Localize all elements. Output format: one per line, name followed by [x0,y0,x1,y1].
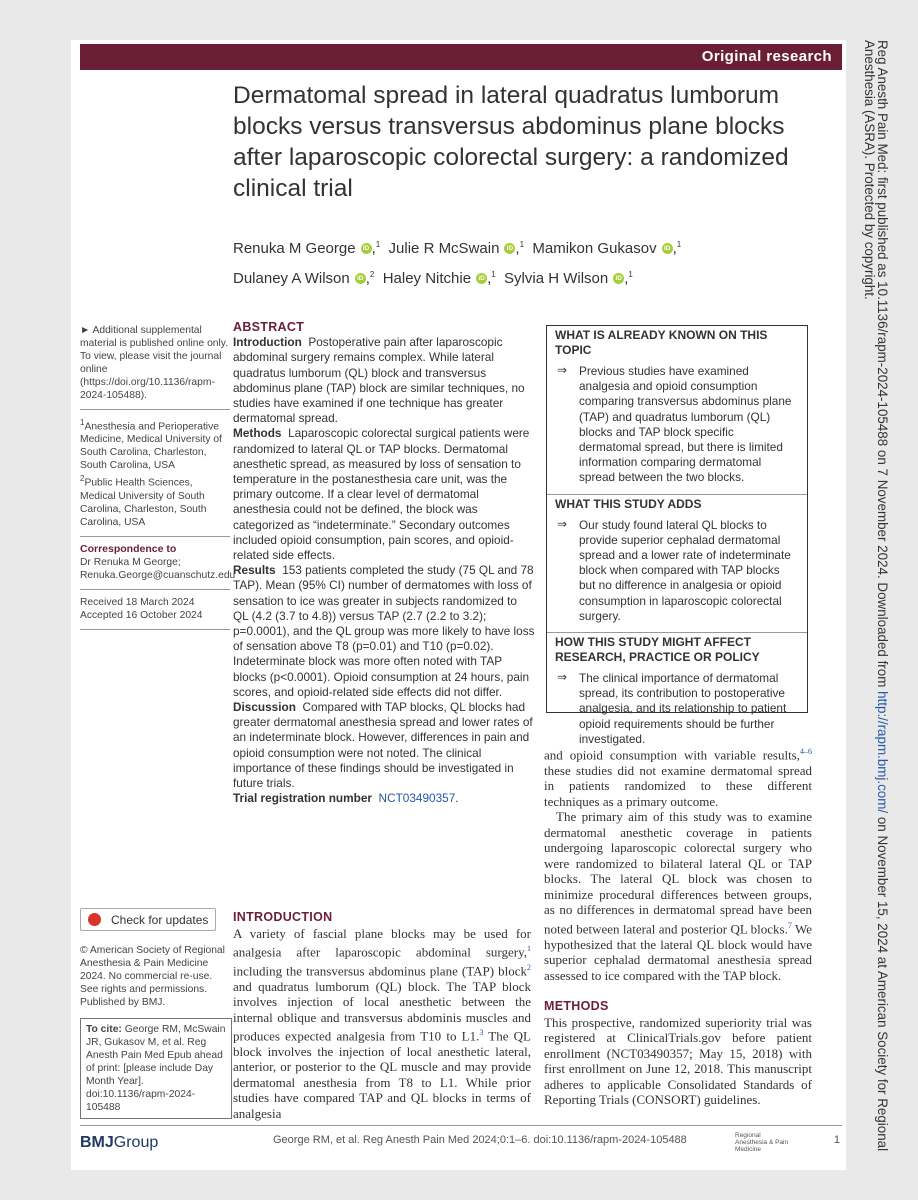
introduction-section [233,910,531,1121]
supplemental-note: ► Additional supplemental material is published online only. To view, please visit the journal online (https://doi.org/10.1136/rapm-2024-105488). [80,325,229,401]
box-heading: WHAT THIS STUDY ADDS [555,496,702,511]
orcid-icon[interactable]: iD [504,243,515,254]
section-header-bar [80,44,842,70]
study-aim: The primary aim of this study was to examine dermatomal anesthetic coverage in patients undergoing laparoscopic colorectal surgery who were randomized to bilateral lateral QL or TAP blocks. The lateral QL block was chosen to minimize procedural differences between groups, as no differences in dermatomal spread have been noted between lateral and posterior QL blocks.$^7$ We hypothesized that the lateral QL block would have superior cephalad dermatomal anesthesia spread assessed to ice compared with the TAP block. [544,809,813,983]
abstract-introduction: Introduction Postoperative pain after laparoscopic abdominal surgery remains complex. While lateral quadratus lumborum (QL) block and transversus abdominus plane (TAP) block are similar techniques, no studies have examined if one technique has greater dermatomal spread. [233,335,525,426]
reference-link[interactable]: 4–6 [800,747,812,756]
trial-registration-link[interactable]: NCT03490357 [378,791,456,806]
to-cite-text: George RM, McSwain JR, Gukasov M, et al. Reg Anesth Pain Med Epub ahead of print: [please include Day Month Year]. doi:10.1136/rapm-2024-105488 [86,1024,226,1113]
abstract-results: Results 153 patients completed the study (75 QL and 78 TAP). Mean (95% CI) number of dermatomes with loss of sensation to ice was greater in subjects randomized to QL (4.2 (3.7 to 4.8)) versus TAP (2.7 (2.2 to 3.2); p=0.0001), and the QL group was more likely to have loss of sensation above T8 (p=0.01) and T10 (p=0.02). Indeterminate block was more often noted with TAP blocks (p<0.0001). Opioid consumption at 24 hours, pain scores, and opioid-related side effects did not differ. [233,563,535,699]
divider [80,536,230,537]
bmj-group-logo[interactable]: BMJGroup [80,1134,159,1151]
divider [80,589,230,590]
download-notice: Reg Anesth Pain Med: first published as 10.1136/rapm-2024-105488 on 7 November 2024. Downloaded from http://rapm.bmj.com/ on November 15, 2024 at American Society for Regional Anesthesia (ASRA). Protected by copyright. [862,40,890,1152]
article-sidebar [80,324,236,636]
article-type-label: Original research [701,48,832,65]
received-date: Received 18 March 2024 [80,596,195,608]
key-message-impact: HOW THIS STUDY MIGHT AFFECT RESEARCH, PRACTICE OR POLICY ⇒ The clinical importance of dermatomal spread, its contribution to postoperative analgesia, and its relationship to patient opioid requirements should be further investigated. [547,633,807,755]
author-name[interactable]: Haley Nitchie [382,270,472,287]
arrow-icon: ⇒ [557,516,567,531]
introduction-text: A variety of fascial plane blocks may be used for analgesia after laparoscopic abdominal surgery,$^1$ including the transversus abdominus plane (TAP) block$^2$ and quadratus lumborum (QL) block. The TAP block involves injection of local anesthetic between the internal oblique and transversus abdominis muscles and produces expected analgesia from T10 to L1.$^3$ The QL block involves the injection of local anesthetic lateral, anterior, or posterior to the QL muscle and may provide dermatomal anesthesia from T8 to L1. While prior studies have compared TAP and QL blocks in terms of analgesia [233,925,531,1121]
arrow-icon: ⇒ [557,670,567,685]
reference-link[interactable]: 1 [527,944,531,953]
check-updates-label: Check for updates [111,913,209,927]
abstract-heading: ABSTRACT [233,320,305,334]
affiliation-ref: 1 [519,240,525,249]
affiliation-ref: 1 [375,240,381,249]
correspondence-name: Dr Renuka M George; [80,556,181,568]
abstract-discussion: Discussion Compared with TAP blocks, QL blocks had greater dermatomal anesthesia spread and lower rates of an indeterminate block. However, differences in pain and opioid consumption were not noted. The clinical importance of these findings should be investigated in future trials. [233,700,533,791]
key-message-known: WHAT IS ALREADY KNOWN ON THIS TOPIC ⇒ Previous studies have examined analgesia and opioid consumption comparing transversus abdominus plane (TAP) and quadratus lumborum (QL) blocks and TAP block specific dermatomal spread, but there is limited information comparing dermatomal spread between the two blocks. [547,326,807,495]
author-name[interactable]: Julie R McSwain [388,240,500,257]
abstract-methods: Methods Laparoscopic colorectal surgical patients were randomized to lateral QL or TAP blocks. Dermatomal anesthetic spread, as measured by loss of sensation to temperature in the postanesthesia care unit, was the primary outcome. If a clear level of dermatomal anesthesia could not be defined, the block was categorized as “indeterminate.” Secondary outcomes included opioid consumption, pain scores, and opioid-related side effects. [233,426,530,563]
copyright-notice: © American Society of Regional Anesthesia & Pain Medicine 2024. No commercial re-use. See rights and permissions. Published by BMJ. [80,945,225,1008]
author-name[interactable]: Sylvia H Wilson [504,270,609,287]
footer-citation: George RM, et al. Reg Anesth Pain Med 2024;0:1–6. doi:10.1136/rapm-2024-105488 [273,1134,687,1146]
affiliation-ref: 2 [369,270,375,279]
key-message-adds: WHAT THIS STUDY ADDS ⇒ Our study found lateral QL blocks to provide superior cephalad dermatomal spread and a lower rate of indeterminate block when compared with TAP blocks but no difference in analgesia or opioid consumption in laparoscopic colorectal surgery. [547,495,807,633]
check-updates-icon [88,913,101,926]
to-cite-box [80,1018,232,1119]
introduction-heading: INTRODUCTION [233,910,333,924]
intro-continuation: and opioid consumption with variable results,$^{4-6}$ these studies did not examine dermatomal spread in patients randomized to these different techniques as a primary outcome. [544,747,812,809]
reference-link[interactable]: 7 [787,920,792,930]
correspondence-email[interactable]: Renuka.George@cuanschutz.edu [80,569,236,581]
affiliation-2: $^2$Public Health Sciences, Medical University of South Carolina, Charleston, South Carolina, USA [80,474,207,528]
orcid-icon[interactable]: iD [355,273,366,284]
affiliation-1: $^1$Anesthesia and Perioperative Medicine, Medical University of South Carolina, Charleston, South Carolina, USA [80,418,222,472]
abstract [233,320,535,807]
author-name[interactable]: Mamikon Gukasov [532,240,657,257]
reference-link[interactable]: 2 [527,962,531,972]
affiliation-ref: 1 [491,270,496,279]
methods-heading: METHODS [544,999,609,1014]
trial-registration: Trial registration number NCT03490357. [233,791,459,806]
divider [80,629,230,630]
key-messages-box [546,325,808,746]
correspondence-heading: Correspondence to [80,542,177,555]
orcid-icon[interactable]: iD [476,273,487,284]
box-heading: HOW THIS STUDY MIGHT AFFECT RESEARCH, PRACTICE OR POLICY [555,635,760,665]
affiliation-ref: 1 [628,270,633,279]
reference-link[interactable]: 3 [479,1028,484,1038]
page-number: 1 [833,1134,840,1146]
rapm-link[interactable]: http://rapm.bmj.com/ [875,691,890,814]
arrow-icon: ⇒ [557,363,567,377]
author-name[interactable]: Dulaney A Wilson [233,270,350,287]
author-name[interactable]: Renuka M George [233,240,356,257]
accepted-date: Accepted 16 October 2024 [80,609,203,621]
article-title: Dermatomal spread in lateral quadratus lumborum blocks versus transversus abdominus plane blocks after laparoscopic colorectal surgery: a randomized clinical trial [233,82,789,202]
orcid-icon[interactable]: iD [613,273,624,284]
author-list: Renuka M George iD ,$^1$ Julie R McSwain iD ,$^1$ Mamikon Gukasov iD ,$^1$ Dulaney A Wilson iD ,$^2$ Haley Nitchie iD ,$^1$ Sylvia H Wilson iD ,$^1$ [233,240,682,287]
check-for-updates-button[interactable] [80,908,216,931]
right-column-body [544,744,812,1108]
box-heading: WHAT IS ALREADY KNOWN ON THIS TOPIC [555,328,768,357]
orcid-icon[interactable]: iD [361,243,372,254]
page-footer [80,1125,842,1156]
divider [80,409,230,410]
affiliation-ref: 1 [676,240,682,249]
orcid-icon[interactable]: iD [662,243,673,254]
to-cite-label: To cite: [86,1024,122,1035]
journal-logo: Regional Anesthesia & Pain Medicine [735,1132,789,1153]
methods-text: This prospective, randomized superiority trial was registered at ClinicalTrials.gov before patient enrollment (NCT03490357; May 15, 2018) with first enrollment on June 12, 2018. This manuscript adheres to applicable Consolidated Standards of Reporting Trials (CONSORT) guidelines. [544,1014,812,1108]
